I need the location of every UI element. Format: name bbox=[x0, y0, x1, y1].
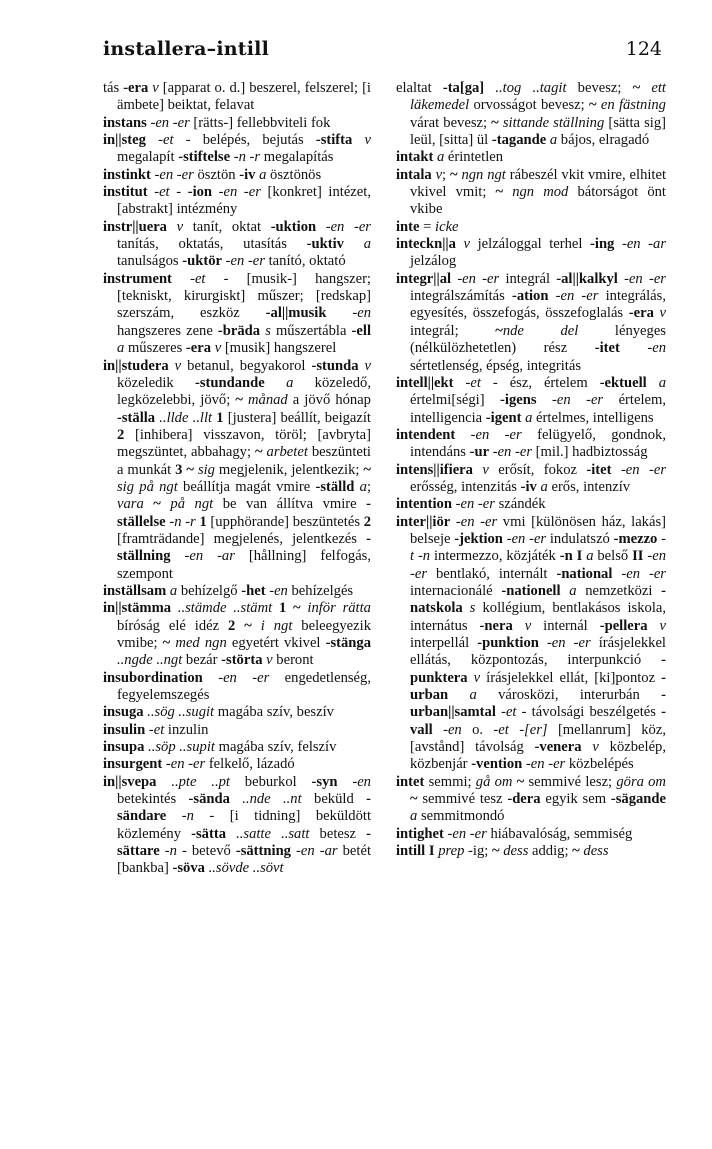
dictionary-entry: intakt a érintetlen bbox=[396, 149, 504, 166]
dictionary-entry: inter||iör -en -er vmi [különösen ház, lakás] belseje -jektion -en -er indulatszó -mezzo -t -n intermezzo, közjáték -n I a belső II -en -er bentlakó, internált -national -en -er internacionálé -nationell a nemzetközi -natskola s kollégium, bentlakásos iskola, internátus -nera v internál -pellera v interpellál -punktion -en -er írásjelekkel ellátás, központozás, interpunkció -punktera v írásjelekkel ellát, [ki]pontoz -urban a városközi, interurbán -urban||samtal -et - távolsági beszélgetés -vall -en o. -et -[er] [mellanrum] köz, [avstånd] távolság -venera v közbelép, közbenjár -vention -en -er közbelépés bbox=[396, 513, 667, 773]
dictionary-entry: intala v; ~ ngn ngt rábeszél vkit vmire, elhitet vkivel vmit; ~ ngn mod bátorságot önt vkibe bbox=[396, 166, 667, 218]
dictionary-entry: insurgent -en -er felkelő, lázadó bbox=[103, 756, 295, 773]
dictionary-entry: elaltat -ta[ga] ..tog ..tagit bevesz; ~ ett läkemedel orvosságot bevesz; ~ en fästning várat bevesz; ~ sittande ställning [sätta sig] leül, [sitta] ül -tagande a bájos, elragadó bbox=[396, 80, 666, 149]
dictionary-entry: in||steg -et - belépés, bejutás -stifta v megalapít -stiftelse -n -r megalapítás bbox=[103, 132, 371, 166]
dictionary-entry: inteckn||a v jelzáloggal terhel -ing -en -ar jelzálog bbox=[396, 236, 667, 270]
dictionary-entry: instinkt -en -er ösztön -iv a ösztönös bbox=[103, 166, 322, 183]
dictionary-entry: intendent -en -er felügyelő, gondnok, intendáns -ur -en -er [mil.] hadbiztosság bbox=[396, 426, 666, 461]
dictionary-entry: intell||ekt -et - ész, értelem -ektuell a értelmi[ségi] -igens -en -er értelem, intelligencia -igent a értelmes, intelligens bbox=[396, 374, 666, 426]
dictionary-entry: inställsam a behízelgő -het -en behízelgés bbox=[103, 582, 354, 599]
dictionary-entry: intill I prep -ig; ~ dess addig; ~ dess bbox=[396, 843, 609, 860]
header-title: installera–intill bbox=[103, 38, 270, 60]
dictionary-entry: intet semmi; gå om ~ semmivé lesz; göra om ~ semmivé tesz -dera egyik sem -sägande a semmitmondó bbox=[396, 773, 666, 825]
right-column bbox=[396, 80, 666, 860]
dictionary-entry: in||stämma ..stämde ..stämt 1 ~ inför rätta bíróság elé idéz 2 ~ i ngt beleegyezik vmibe; ~ med ngn egyetért vkivel -stänga ..ngde ..ngt bezár -störta v beront bbox=[103, 600, 372, 669]
dictionary-entry: insupa ..söp ..supit magába szív, felszív bbox=[103, 739, 337, 756]
dictionary-entry: integr||al -en -er integrál -al||kalkyl -en -er integrálszámítás -ation -en -er integrálás, egyesítés, összefogás, összefoglalás -era v integrál; ~nde del lényeges (nélkülözhetetlen) rész -itet -en sértetlenség, épség, integritás bbox=[396, 270, 666, 374]
dictionary-entry: intighet -en -er hiábavalóság, semmiség bbox=[396, 825, 633, 842]
dictionary-entry: intens||ifiera v erősít, fokoz -itet -en -er erősség, intenzitás -iv a erős, intenzív bbox=[396, 461, 666, 495]
dictionary-entry: intention -en -er szándék bbox=[396, 496, 546, 513]
left-column bbox=[103, 80, 371, 878]
page-header bbox=[103, 38, 662, 72]
dictionary-entry: insubordination -en -er engedetlenség, fegyelemszegés bbox=[103, 669, 371, 704]
dictionary-entry: tás -era v [apparat o. d.] beszerel, felszerel; [i ämbete] beiktat, felavat bbox=[103, 80, 371, 114]
dictionary-entry: instr||uera v tanít, oktat -uktion -en -er tanítás, oktatás, utasítás -uktiv a tanulságos -uktör -en -er tanító, oktató bbox=[103, 218, 371, 270]
dictionary-entry: instrument -et - [musik-] hangszer; [tekniskt, kirurgiskt] műszer; [redskap] szerszám, eszköz -al||musik -en hangszeres zene -bräda s műszertábla -ell a műszeres -era v [musik] hangszerel bbox=[103, 270, 371, 357]
dictionary-entry: inte = icke bbox=[396, 218, 459, 235]
dictionary-entry: institut -et - -ion -en -er [konkret] intézet, [abstrakt] intézmény bbox=[103, 184, 371, 218]
dictionary-entry: in||svepa ..pte ..pt beburkol -syn -en betekintés -sända ..nde ..nt beküld -sändare -n - [i tidning] beküldött közlemény -sätta ..satte ..satt betesz -sättare -n - betevő -sättning -en -ar betét [bankba] -söva ..sövde ..sövt bbox=[103, 773, 372, 877]
dictionary-entry: instans -en -er [rätts-] fellebbviteli fok bbox=[103, 114, 331, 131]
page-number: 124 bbox=[625, 38, 662, 60]
dictionary-entry: insulin -et inzulin bbox=[103, 721, 209, 738]
dictionary-entry: insuga ..sög ..sugit magába szív, beszív bbox=[103, 704, 334, 721]
dictionary-entry: in||studera v betanul, begyakorol -stunda v közeledik -stundande a közeledő, legközelebbi, jövő; ~ månad a jövő hónap -ställa ..llde ..llt 1 [justera] beállít, beigazít 2 [inhibera] visszavon, töröl; [avbryta] megszüntet, abbahagy; ~ arbetet beszünteti a munkát 3 ~ sig megjelenik, jelentkezik; ~ sig på ngt beállítja magát vmire -ställd a; vara ~ på ngt be van állítva vmire -ställelse -n -r 1 [upphörande] beszüntetés 2 [framträdande] megjelenés, jelentkezés -ställning -en -ar [hållning] felfogás, szempont bbox=[103, 357, 372, 582]
